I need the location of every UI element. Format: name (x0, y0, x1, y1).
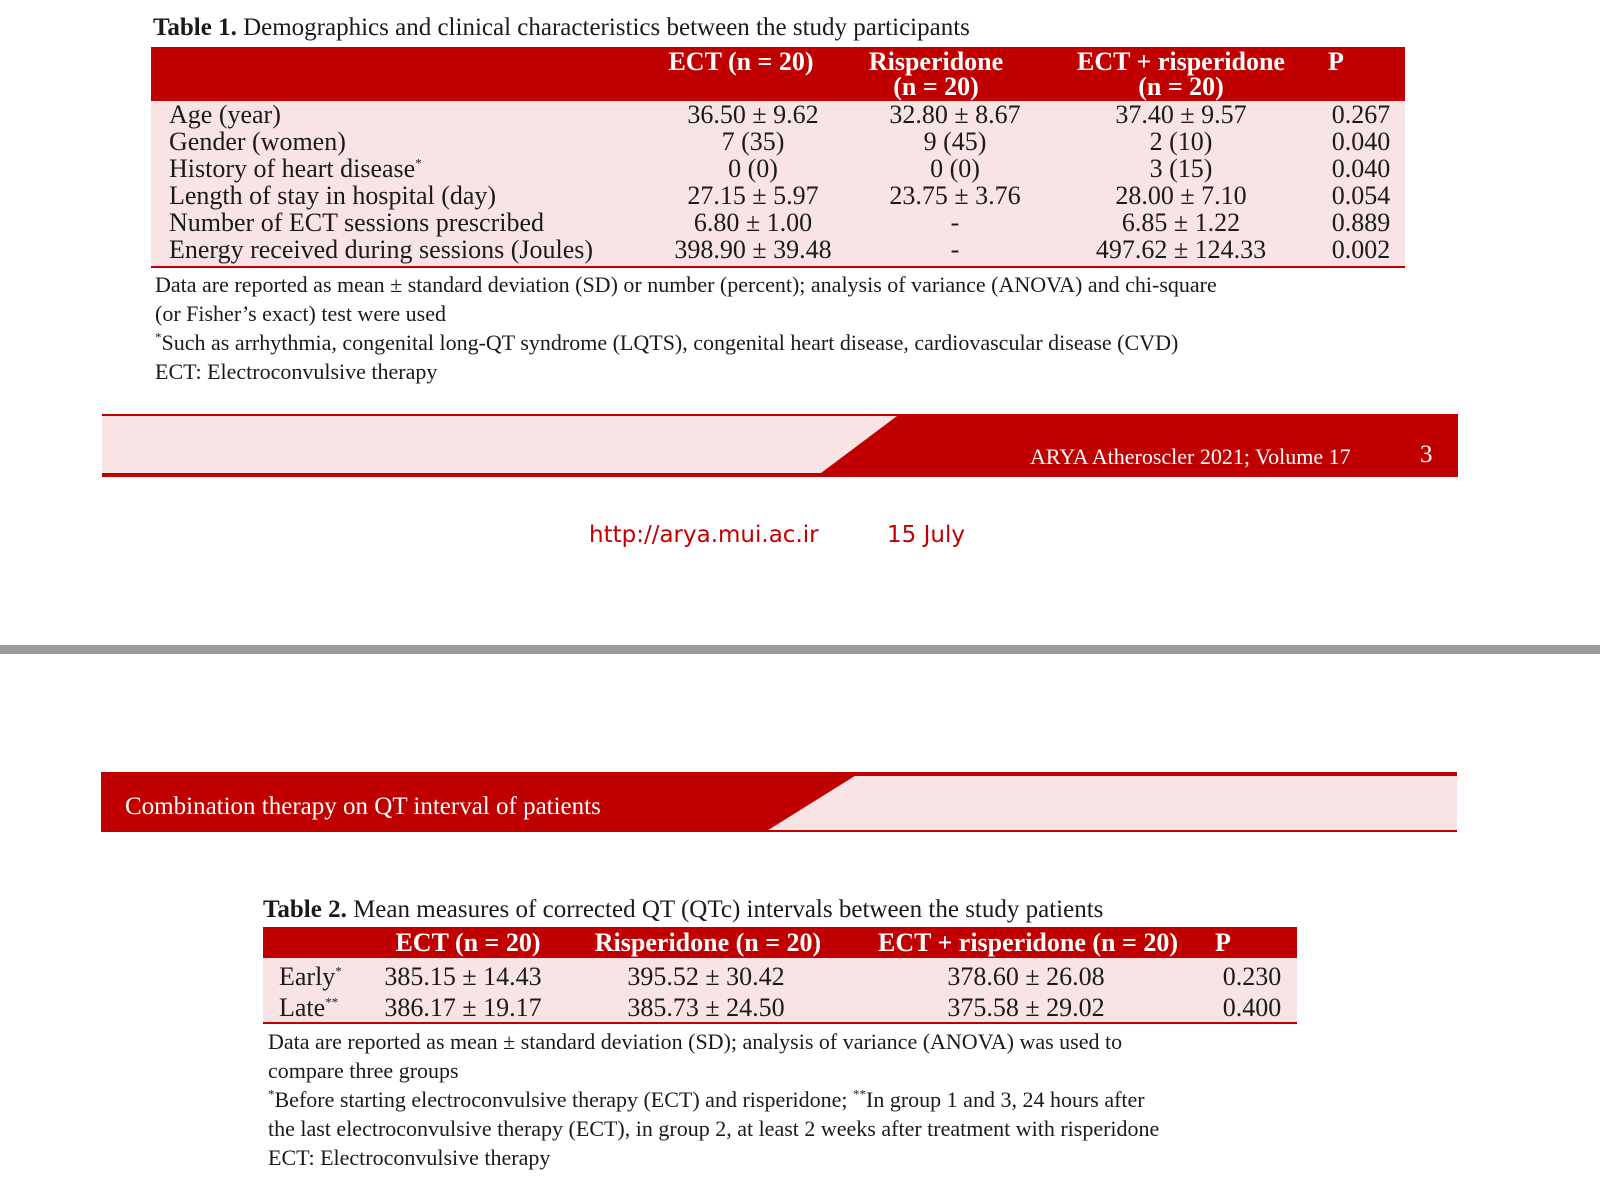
table-row (151, 155, 1405, 182)
footnote-marker: * (268, 1086, 275, 1102)
footer-page-number: 3 (1420, 441, 1433, 468)
table1-body (151, 101, 1405, 268)
table2-title-text: Mean measures of corrected QT (QTc) intervals between the study patients (346, 896, 1104, 923)
table2-col-ect: ECT (n = 20) (395, 928, 541, 957)
table2-note-line: the last electroconvulsive therapy (ECT), in group 2, at least 2 weeks after treatment with risperidone (268, 1116, 1160, 1141)
row-label: Length of stay in hospital (day) (169, 181, 497, 210)
cell-p: 0.040 (1331, 127, 1391, 156)
table2-notes (268, 1027, 1298, 1172)
table-row (151, 128, 1405, 155)
site-url-link[interactable]: http://arya.mui.ac.ir (589, 522, 819, 548)
table2-header (263, 927, 1297, 958)
footnote-text: Such as arrhythmia, congenital long-QT syndrome (LQTS), congenital heart disease, cardiovascular disease (CVD) (161, 330, 1179, 355)
table-row (151, 209, 1405, 236)
publish-date: 15 July (887, 522, 965, 548)
table1-col-risperidone: Risperidone (868, 47, 1004, 76)
table2-col-risperidone: Risperidone (n = 20) (594, 928, 822, 957)
cell-combo: 3 (15) (1149, 154, 1213, 183)
footnote-marker: * (335, 963, 342, 979)
table1-title (153, 14, 970, 42)
table2-col-p: P (1215, 928, 1231, 957)
row-label-text: Late (279, 993, 326, 1022)
table2-note-abbrev: ECT: Electroconvulsive therapy (268, 1145, 551, 1170)
table-row (151, 182, 1405, 209)
cell-combo: 497.62 ± 124.33 (1095, 235, 1267, 264)
cell-combo: 375.58 ± 29.02 (947, 993, 1105, 1022)
table1-footnote (155, 328, 1405, 357)
row-label-text: Early (279, 962, 336, 991)
cell-ect: 27.15 ± 5.97 (687, 181, 819, 210)
page-separator (0, 645, 1600, 654)
table1-col-risperidone-n: (n = 20) (893, 72, 979, 101)
cell-risperidone: 32.80 ± 8.67 (889, 100, 1021, 129)
table2-body (263, 958, 1297, 1024)
table-row (263, 992, 1297, 1023)
cell-ect: 6.80 ± 1.00 (693, 208, 813, 237)
footnote-text: In group 1 and 3, 24 hours after (866, 1087, 1145, 1112)
cell-ect: 7 (35) (721, 127, 785, 156)
cell-ect: 0 (0) (728, 154, 778, 183)
table1-col-p: P (1328, 47, 1344, 76)
cell-p: 0.230 (1222, 962, 1282, 991)
table1-title-text: Demographics and clinical characteristics between the study participants (236, 14, 970, 41)
cell-combo: 28.00 ± 7.10 (1115, 181, 1247, 210)
footnote-marker: ** (325, 994, 339, 1010)
cell-risperidone: 385.73 ± 24.50 (627, 993, 785, 1022)
cell-ect: 398.90 ± 39.48 (674, 235, 832, 264)
table1-col-combo-n: (n = 20) (1138, 72, 1224, 101)
cell-risperidone: 9 (45) (923, 127, 987, 156)
table1-col-combo: ECT + risperidone (1077, 47, 1285, 76)
table-row (263, 961, 1297, 992)
table2-title (263, 896, 1103, 924)
table1-notes (155, 270, 1405, 386)
row-label: Energy received during sessions (Joules) (169, 235, 594, 264)
cell-ect: 36.50 ± 9.62 (687, 100, 819, 129)
footnote-marker: * (155, 329, 162, 345)
table1-note-line: Data are reported as mean ± standard deviation (SD) or number (percent); analysis of variance (ANOVA) and chi-square (155, 272, 1217, 297)
table2-col-combo: ECT + risperidone (n = 20) (877, 928, 1178, 957)
cell-combo: 37.40 ± 9.57 (1115, 100, 1247, 129)
cell-risperidone: 395.52 ± 30.42 (627, 962, 785, 991)
table-row (151, 101, 1405, 128)
cell-risperidone: - (950, 208, 960, 237)
table1-note-abbrev: ECT: Electroconvulsive therapy (155, 359, 438, 384)
table2-note-line: compare three groups (268, 1058, 459, 1083)
cell-p: 0.400 (1222, 993, 1282, 1022)
cell-ect: 386.17 ± 19.17 (384, 993, 542, 1022)
table2-footnote (268, 1085, 1298, 1114)
cell-p: 0.002 (1331, 235, 1391, 264)
cell-p: 0.040 (1331, 154, 1391, 183)
table1-note-line: (or Fisher’s exact) test were used (155, 301, 446, 326)
footnote-text: Before starting electroconvulsive therapy (ECT) and risperidone; (274, 1087, 854, 1112)
cell-risperidone: 23.75 ± 3.76 (889, 181, 1021, 210)
cell-risperidone: 0 (0) (930, 154, 980, 183)
cell-p: 0.267 (1331, 100, 1391, 129)
row-label (169, 155, 422, 182)
cell-risperidone: - (950, 235, 960, 264)
cell-p: 0.889 (1331, 208, 1391, 237)
footer-journal: ARYA Atheroscler 2021; Volume 17 (1030, 444, 1351, 469)
row-label-text: History of heart disease (169, 154, 416, 183)
table1-header (151, 47, 1405, 101)
cell-combo: 2 (10) (1149, 127, 1213, 156)
cell-combo: 378.60 ± 26.08 (947, 962, 1105, 991)
running-title: Combination therapy on QT interval of patients (125, 793, 601, 820)
table2-note-line: Data are reported as mean ± standard deviation (SD); analysis of variance (ANOVA) was used to (268, 1029, 1123, 1054)
footnote-marker: * (415, 155, 422, 171)
table2-title-number: Table 2. (263, 896, 347, 923)
table1-col-ect: ECT (n = 20) (668, 47, 814, 76)
cell-p: 0.054 (1331, 181, 1391, 210)
cell-combo: 6.85 ± 1.22 (1121, 208, 1241, 237)
row-label: Number of ECT sessions prescribed (169, 208, 545, 237)
cell-ect: 385.15 ± 14.43 (384, 962, 542, 991)
table-row (151, 236, 1405, 263)
row-label: Age (year) (169, 100, 281, 129)
table1-title-number: Table 1. (153, 14, 237, 41)
footnote-marker: ** (853, 1086, 867, 1102)
row-label (279, 992, 338, 1023)
row-label (279, 961, 342, 992)
row-label: Gender (women) (169, 127, 346, 156)
